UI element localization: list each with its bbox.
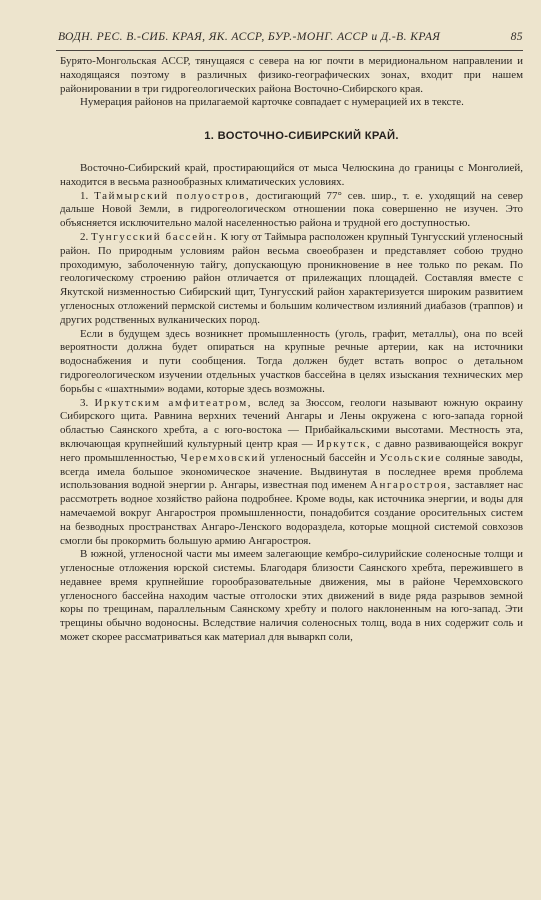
section-heading: 1. ВОСТОЧНО-СИБИРСКИЙ КРАЙ. — [204, 130, 399, 143]
paragraph-text: К югу от Таймыра расположен крупный Тунгусский угленосный район. По природным условиям район весьма своеобразен и представляет собою трудно проходимую, заболоченную тайгу, допускающую проникновение в нее только по рекам. По геологическому строению район отличается от прилежащих площадей. Составляя вместе с Якутской низменностью Сибирский щит, Тунгусский район характеризуется широким развитием угленосных отложений пермской системы и большим количеством излияний диабазов (траппов) и других родственных вулканических пород. — [60, 230, 523, 326]
paragraph-text: достигающий 77° сев. шир., т. е. уходящий на север дальше Новой Земли, в гидрогеологическом отношении пока совершенно не изучен. Это объясняется исключительно малой населенностью района и трудной его доступностью. — [60, 189, 524, 230]
spaced-term: Таймырский полуостров, — [94, 189, 251, 202]
spaced-term: Усольские — [379, 451, 442, 464]
item-number: 1. — [80, 189, 89, 202]
spaced-term: Черемховский — [180, 451, 267, 464]
header-rule — [56, 50, 523, 51]
spaced-term: Иркутск, — [316, 437, 372, 450]
running-title: ВОДН. РЕС. В.-СИБ. КРАЯ, ЯК. АССР, БУР.-МОНГ. АССР и Д.-В. КРАЯ — [58, 30, 441, 43]
spaced-term: Тунгусский бассейн. — [91, 230, 218, 243]
running-head — [58, 30, 523, 48]
paragraph-text: с давно развивающейся вокруг него промышленностью, — [60, 437, 524, 464]
spaced-term: Ангаростроя, — [370, 479, 452, 492]
lead-paragraph: Восточно-Сибирский край, простирающийся от мыса Челюскина до границы с Монголией, находится в весьма разнообразных климатических условиях. — [60, 161, 523, 188]
item-number: 2. — [80, 230, 89, 243]
paragraph-taimyr — [60, 190, 523, 231]
page-body — [60, 55, 523, 645]
paragraph-industry: Если в будущем здесь возникнет промышленность (уголь, графит, металлы), она по всей вероятности должна будет опираться на крупные речные артерии, как на источники водоснабжения и пути сообщения. Тогда должен будет встать вопрос о детальном гидрогеологическом изучении отдельных участков бассейна в целях изыскания технических мер борьбы с «шахтными» водами, которые здесь возможны. — [60, 327, 523, 395]
spaced-term: Иркутским амфитеатром, — [94, 396, 253, 409]
paragraph-tunguska — [60, 231, 523, 328]
intro-paragraph-1: Бурято-Монгольская АССР, тянущаяся с севера на юг почти в меридиональном направлении и находящаяся поэтому в различных физико-географических зонах, входит при нашем районировании в три гидрогеологических района Восточно-Сибирского края. — [60, 55, 523, 95]
paragraph-text: соляные заводы, всегда имела большое экономическое значение. Выдвинутая в последнее время проблема использования водной энергии р. Ангары, известная под именем — [60, 451, 524, 492]
paragraph-southern-part: В южной, угленосной части мы имеем залегающие кембро-силурийские соленосные толщи и угленосные отложения юрской системы. Благодаря близости Саянского хребта, пережившего в недавнее время крупнейшие горообразовательные движения, мы в районе Черемховского угленосного бассейна находим частые отголоски этих движений в виде ряда разрывов земной коры по трещинам, параллельным Саянскому хребту и полого наклоненным на юго-запад. Эти трещины обычно водоносны. Вследствие наличия соленосных толщ, вода в них содержит соль и может скорее рассматриваться как материал для вываркп соли, — [60, 548, 523, 644]
paragraph-text: угленосный бассейн и — [270, 451, 376, 464]
item-number: 3. — [80, 396, 89, 409]
paragraph-text: вслед за Зюссом, геологи называют южную окраину Сибирского щита. Равнина верхних течений Ангары и Лены окружена с юго-запада горной областью Саянского хребта, а с юго-востока — Прибайкальскими высотами. Местность эта, включающая крупнейший культурный центр края — — [60, 396, 524, 450]
intro-paragraph-2: Нумерация районов на прилагаемой карточке совпадает с нумерацией их в тексте. — [80, 96, 464, 109]
page-number: 85 — [510, 30, 523, 43]
paragraph-irkutsk — [60, 397, 523, 549]
paragraph-text: заставляет нас рассмотреть водное хозяйство района подробнее. Кроме воды, как источника энергии, и воды для намечаемой вокруг Ангаростроя промышленности, понадобится создание оросительных систем на безводных пространствах Ангаро-Ленского водораздела, которые мощной системой совхозов смогли бы прокормить большую армию Ангаростроя. — [60, 479, 523, 547]
